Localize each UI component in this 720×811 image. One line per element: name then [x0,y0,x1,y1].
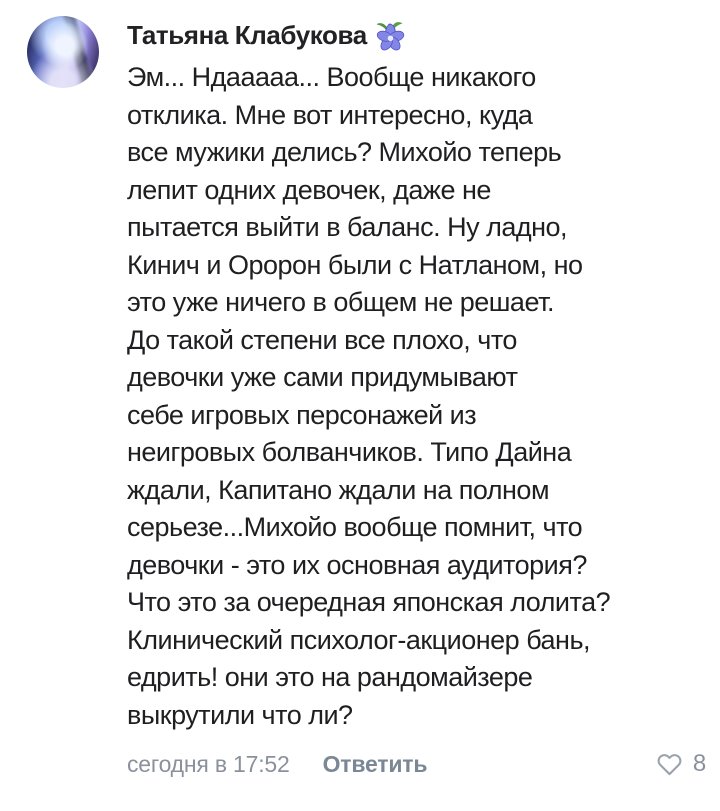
comment-text-line: выкрутили что ли? [127,699,353,730]
comment-text-line: неигровых болванчиков. Типо Дайна [127,437,572,467]
comment-text-line: едрить! они это на рандомайзере [127,662,533,692]
comment-content [127,16,706,781]
comment-footer [127,747,706,781]
comment-text-line: все мужики делись? Михойо теперь [127,137,562,167]
comment-text-line: Кинич и Оророн были с Натланом, но [127,249,583,280]
comment-text-line: девочки - это их основная аудитория? [127,549,587,580]
comment-text-line: серьезе...Михойо вообще помнит, что [127,512,583,542]
comment-text-line: это уже ничего в общем не решает. [127,287,554,317]
comment-text-line: себе игровых персонажей из [127,399,477,430]
comment-text-line: ждали, Капитано ждали на полном [127,474,550,505]
comment-text-line: отклика. Мне вот интересно, куда [127,99,533,130]
author-row [127,16,706,52]
comment-text-line: Эм... Ндааааа... Вообще никакого [127,62,536,92]
comment-text-line: пытается выйти в баланс. Ну ладно, [127,212,568,242]
like-control[interactable] [657,750,706,778]
comment-text-line: До такой степени все плохо, что [127,324,517,355]
comment-text-line: Клинический психолог-акционер бань, [127,624,591,655]
comment-text-line: Что это за очередная японская лолита? [127,587,611,617]
comment-text [127,59,706,734]
reply-button[interactable]: Ответить [322,750,428,777]
comment-text-line: лепит одних девочек, даже не [127,174,491,205]
flower-icon [374,19,407,52]
heart-icon[interactable] [657,752,684,777]
avatar[interactable] [27,16,99,88]
comment-text-line: девочки уже сами придумывают [127,362,518,392]
likes-count: 8 [692,750,706,777]
author-name[interactable]: Татьяна Клабукова [127,19,367,50]
timestamp: сегодня в 17:52 [127,750,290,777]
